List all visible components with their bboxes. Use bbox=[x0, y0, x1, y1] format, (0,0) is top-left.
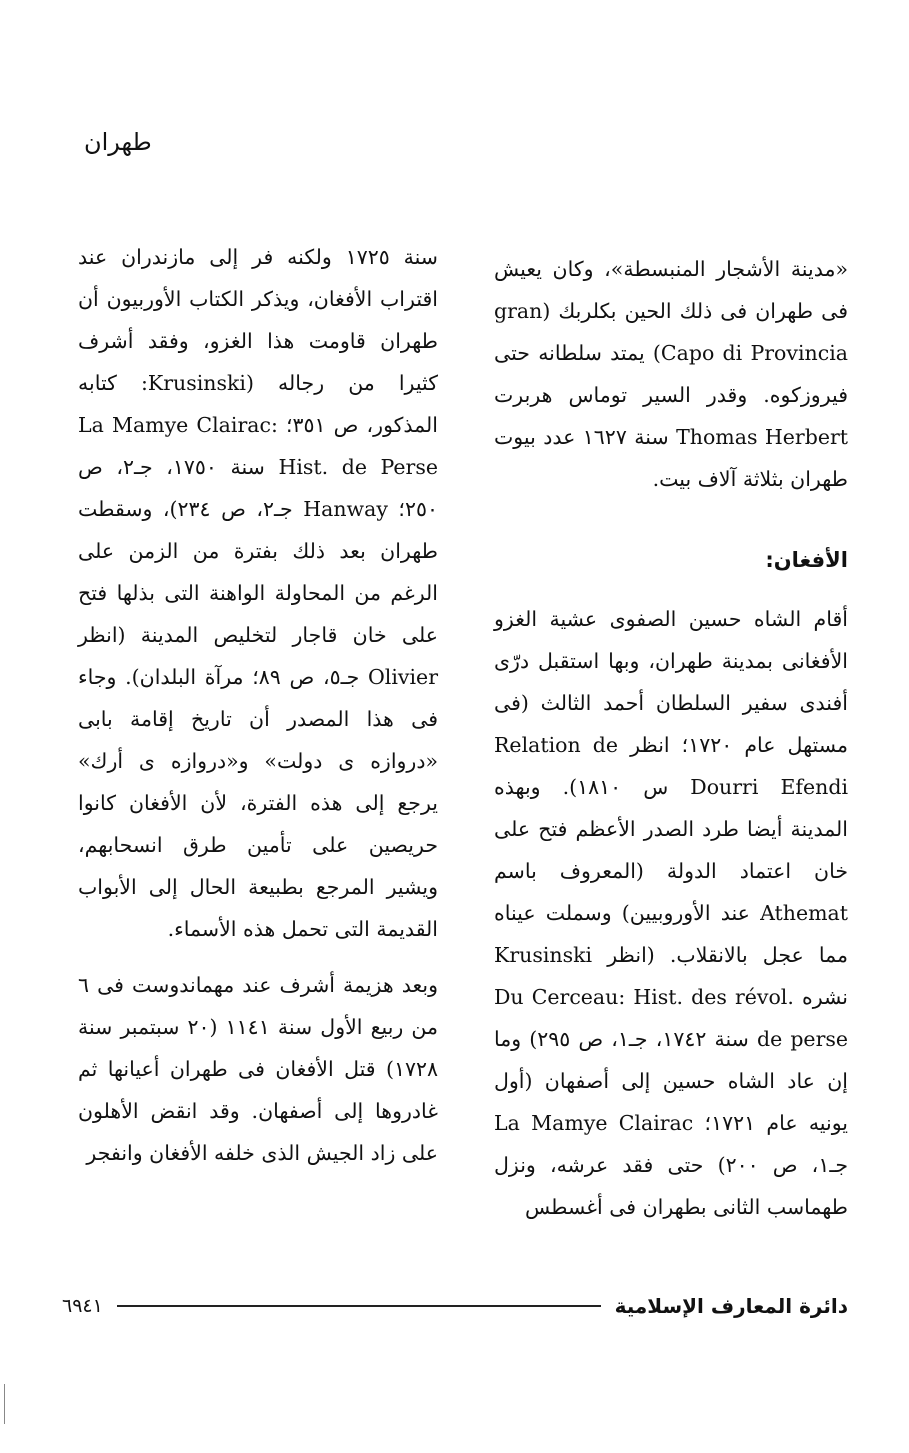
afghans-paragraph: أقام الشاه حسين الصفوى عشية الغزو الأفغانى بمدينة طهران، وبها استقبل درّى أفندى سفير السلطان أحمد الثالث (فى مستهل عام ١٧٢٠؛ انظر Relation de Dourri Efendi س ١٨١٠). وبهذه المدينة أيضا طرد الصدر الأعظم فتح على خان اعتماد الدولة (المعروف باسم Athemat عند الأوروبيين) وسملت عيناه مما عجل بالانقلاب. (انظر Krusinski نشره Du Cerceau: Hist. des révol. de perse سنة ١٧٤٢، جـ١، ص ٢٩٥) وما إن عاد الشاه حسين إلى أصفهان (أول يونيه عام ١٧٢١؛ La Mamye Clairac جـ١، ص ٢٠٠) حتى فقد عرشه، ونزل طهماسب الثانى بطهران فى أغسطس bbox=[494, 607, 849, 1219]
running-title: طهران bbox=[84, 128, 152, 156]
running-header bbox=[84, 128, 152, 156]
right-column bbox=[494, 248, 848, 1228]
publication-title: دائرة المعارف الإسلامية bbox=[614, 1294, 848, 1318]
scan-edge-mark bbox=[4, 1384, 5, 1424]
page-number: ٦٩٤١ bbox=[62, 1295, 103, 1317]
left-paragraph-2: وبعد هزيمة أشرف عند مهماندوست فى ٦ من ربيع الأول سنة ١١٤١ (٢٠ سبتمبر سنة ١٧٢٨) قتل الأفغان فى طهران أعيانها ثم غادروها إلى أصفهان. وقد انقض الأهلون على زاد الجيش الذى خلفه الأفغان وانفجر bbox=[78, 973, 439, 1165]
left-column bbox=[78, 236, 438, 1174]
left-paragraph-1: سنة ١٧٢٥ ولكنه فر إلى مازندران عند اقتراب الأفغان، ويذكر الكتاب الأوربيون أن طهران قاومت هذا الغزو، وفقد أشرف كثيرا من رجاله (Krusinski: كتابه المذكور، ص ٣٥١؛ La Mamye Clairac: Hist. de Perse سنة ١٧٥٠، جـ٢، ص ٢٥٠؛ Hanway جـ٢، ص ٢٣٤)، وسقطت طهران بعد ذلك بفترة من الزمن على الرغم من المحاولة الواهنة التى بذلها فتح على خان قاجار لتخليص المدينة (انظر Olivier جـ٥، ص ٨٩؛ مرآة البلدان). وجاء فى هذا المصدر أن تاريخ إقامة بابى «دروازه ى دولت» و«دروازه ى أرك» يرجع إلى هذه الفترة، لأن الأفغان كانوا حريصين على تأمين طرق انسحابهم، ويشير المرجع بطبيعة الحال إلى الأبواب القديمة التى تحمل هذه الأسماء. bbox=[78, 245, 439, 941]
footer-rule bbox=[117, 1305, 601, 1307]
page-footer bbox=[62, 1286, 848, 1326]
section-heading: الأفغان: bbox=[765, 548, 848, 572]
intro-paragraph: «مدينة الأشجار المنبسطة»، وكان يعيش فى طهران فى ذلك الحين بكلربك (gran Capo di Provincia) يمتد سلطانه حتى فيروزكوه. وقدر السير توماس هربرت Thomas Herbert سنة ١٦٢٧ عدد بيوت طهران بثلاثة آلاف بيت. bbox=[494, 257, 849, 491]
